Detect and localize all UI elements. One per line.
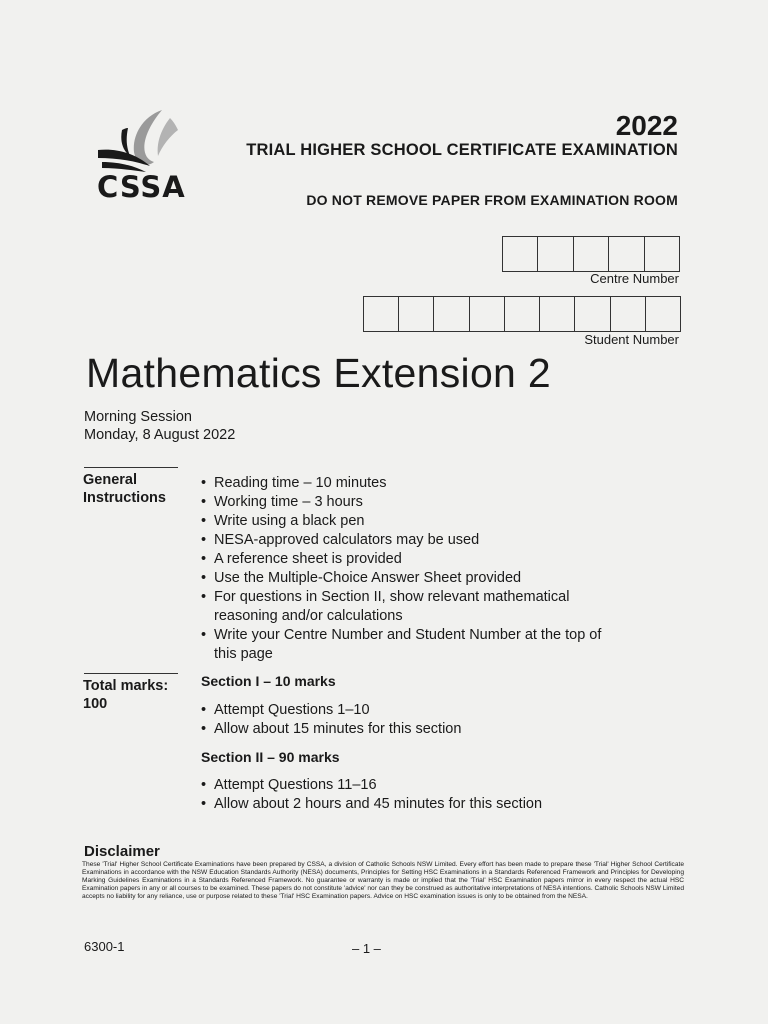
- session-info: [84, 408, 235, 444]
- list-item: • Attempt Questions 11–16: [201, 776, 621, 795]
- general-instructions-list: [201, 474, 621, 664]
- list-item: • Attempt Questions 1–10: [201, 701, 621, 720]
- student-number-cell[interactable]: [575, 297, 610, 331]
- disclaimer-text: These 'Trial' Higher School Certificate Examinations have been prepared by CSSA, a division of Catholic Schools NSW Limited. Every effort has been made to prepare these 'Trial' Higher School Certificate Examinations in accordance with the NSW Education Standards Authority (NESA) documents, Principles for Setting HSC Examinations in a Standards Referenced Framework and Principles for Developing Marking Guidelines Examinations in a Standards Referenced Framework. No guarantee or warranty is made or implied that the 'Trial' HSC Examination papers mirror in every respect the actual HSC Examination papers in any or all courses to be examined. These papers do not constitute 'advice' nor can they be construed as authoritative interpretations of NESA intentions. Catholic Schools NSW Limited accepts no liability for any reliance, use or purpose related to these 'Trial' HSC Examination papers. Advice on HSC examination issues is only to be obtained from the NESA.: [82, 861, 684, 900]
- centre-number-cell[interactable]: [645, 237, 679, 271]
- centre-number-cell[interactable]: [503, 237, 538, 271]
- warning-notice: DO NOT REMOVE PAPER FROM EXAMINATION ROOM: [306, 192, 678, 208]
- student-number-cell[interactable]: [611, 297, 646, 331]
- centre-number-boxes[interactable]: [502, 236, 680, 272]
- section-1-heading: Section I – 10 marks: [201, 673, 336, 689]
- total-marks-value: 100: [83, 696, 108, 712]
- section-2-list: [201, 776, 621, 814]
- section-1-list: [201, 701, 621, 739]
- list-item: • Use the Multiple-Choice Answer Sheet provided: [201, 569, 621, 588]
- student-number-label: Student Number: [584, 332, 679, 347]
- centre-number-cell[interactable]: [538, 237, 573, 271]
- list-item: • A reference sheet is provided: [201, 550, 621, 569]
- exam-date: Monday, 8 August 2022: [84, 427, 236, 443]
- paper-code: 6300-1: [84, 939, 125, 954]
- student-number-cell[interactable]: [540, 297, 575, 331]
- student-number-boxes[interactable]: [363, 296, 681, 332]
- centre-number-cell[interactable]: [609, 237, 644, 271]
- total-marks-heading: Total marks:: [83, 678, 169, 694]
- page-number: – 1 –: [352, 941, 381, 956]
- general-instructions-heading: General Instructions: [83, 472, 166, 506]
- student-number-cell[interactable]: [646, 297, 680, 331]
- subject-title: Mathematics Extension 2: [86, 350, 551, 396]
- total-marks: [83, 677, 168, 713]
- exam-title: TRIAL HIGHER SCHOOL CERTIFICATE EXAMINATION: [246, 141, 678, 159]
- list-item: • For questions in Section II, show relevant mathematical reasoning and/or calculations: [201, 588, 621, 626]
- list-item: • Allow about 15 minutes for this section: [201, 720, 621, 739]
- logo-text: CSSA: [97, 170, 186, 204]
- list-item: • Working time – 3 hours: [201, 493, 621, 512]
- list-item: • NESA-approved calculators may be used: [201, 531, 621, 550]
- student-number-cell[interactable]: [470, 297, 505, 331]
- list-item: • Reading time – 10 minutes: [201, 474, 621, 493]
- exam-year: 2022: [615, 110, 678, 141]
- divider: [84, 467, 178, 468]
- list-item: • Write using a black pen: [201, 512, 621, 531]
- student-number-cell[interactable]: [364, 297, 399, 331]
- list-item: • Write your Centre Number and Student Number at the top of this page: [201, 626, 621, 664]
- centre-number-cell[interactable]: [574, 237, 609, 271]
- session-name: Morning Session: [84, 409, 192, 425]
- list-item: • Allow about 2 hours and 45 minutes for this section: [201, 795, 621, 814]
- divider: [84, 673, 178, 674]
- student-number-cell[interactable]: [434, 297, 469, 331]
- section-2-heading: Section II – 90 marks: [201, 749, 340, 765]
- disclaimer-title: Disclaimer: [84, 843, 160, 860]
- student-number-cell[interactable]: [505, 297, 540, 331]
- student-number-cell[interactable]: [399, 297, 434, 331]
- centre-number-label: Centre Number: [590, 271, 679, 286]
